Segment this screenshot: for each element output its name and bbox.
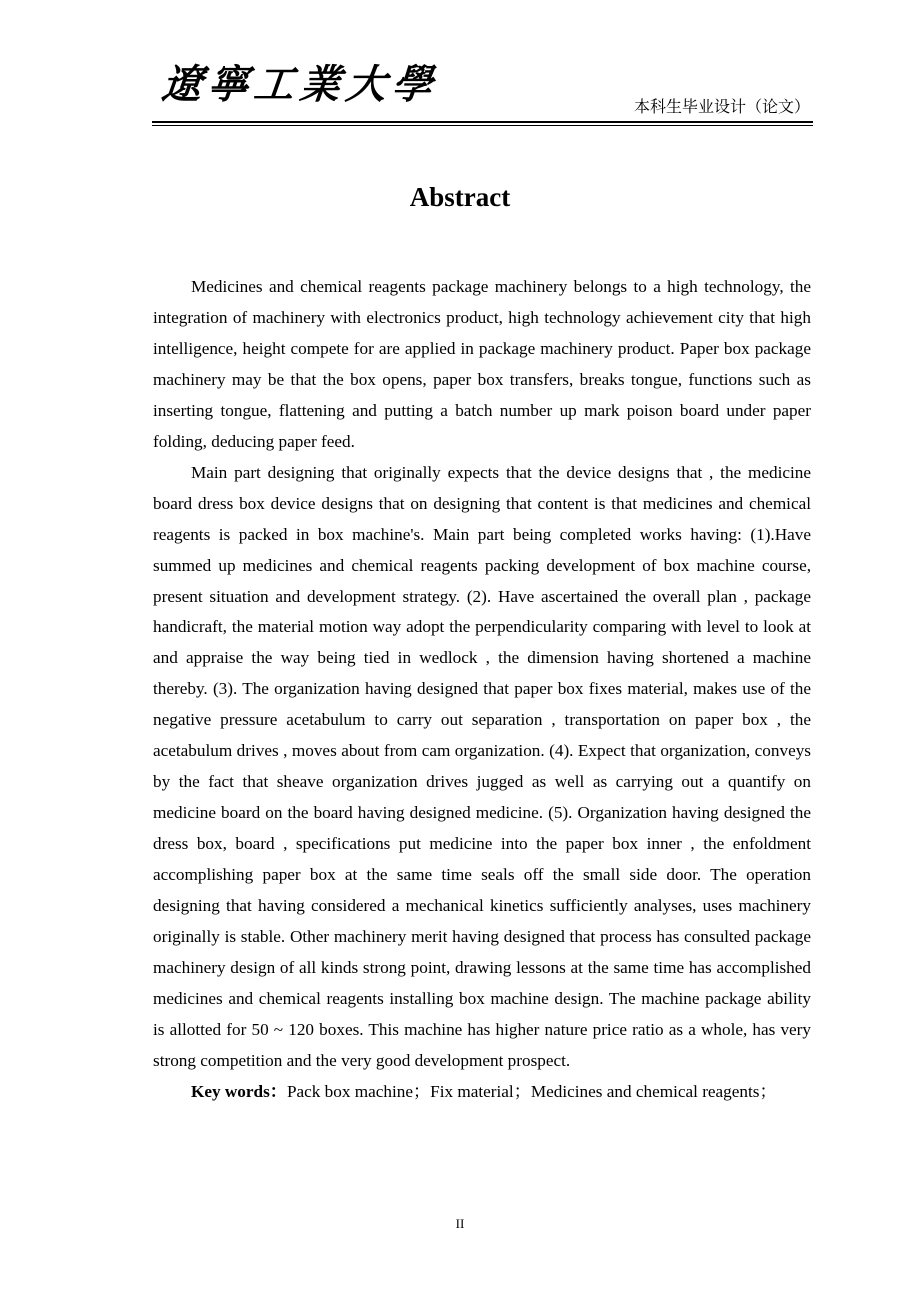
keywords-label: Key words：: [191, 1081, 287, 1101]
keywords-text: Pack box machine；Fix material；Medicines and chemical reagents；: [286, 1081, 777, 1101]
page-title: Abstract: [409, 182, 511, 212]
header-rule-thick: [152, 121, 813, 123]
abstract-paragraph-1: Medicines and chemical reagents package machinery belongs to a high technology, the integration of machinery with electronics product, high technology achievement city that high intelligence, height compete for are applied in package machinery product. Paper box package machinery may be that the box opens, paper box transfers, breaks tongue, functions such as inserting tongue, flattening and putting a batch number up mark poison board under paper folding, deducing paper feed.: [153, 277, 811, 451]
keywords-line: [153, 1077, 811, 1108]
page-number: II: [455, 1216, 465, 1231]
abstract-body: [153, 272, 811, 1108]
document-type-label: 本科生毕业设计（论文）: [633, 97, 810, 116]
abstract-paragraph-2: Main part designing that originally expects that the device designs that , the medicine board dress box device designs that on designing that content is that medicines and chemical reagents is packed in box machine's. Main part being completed works having: (1).Have summed up medicines and chemical reagents packing development of box machine course, present situation and development strategy. (2). Have ascertained the overall plan , package handicraft, the material motion way adopt the perpendicularity comparing with level to look at and appraise the way being tied in wedlock , the dimension having shortened a machine thereby. (3). The organization having designed that paper box fixes material, makes use of the negative pressure acetabulum to carry out separation , transportation on paper box , the acetabulum drives , moves about from cam organization. (4). Expect that organization, conveys by the fact that sheave organization drives jugged as well as carrying out a quantify on medicine board on the board having designed medicine. (5). Organization having designed the dress box, board , specifications put medicine into the paper box inner , the enfoldment accomplishing paper box at the same time seals off the small side door. The operation designing that having considered a mechanical kinetics sufficiently analyses, uses machinery originally is stable. Other machinery merit having designed that process has consulted package machinery design of all kinds strong point, drawing lessons at the same time has accomplished medicines and chemical reagents installing box machine design. The machine package ability is allotted for 50 ~ 120 boxes. This machine has higher nature price ratio as a whole, has very strong competition and the very good development prospect.: [153, 462, 811, 1070]
header-rule-thin: [152, 125, 813, 126]
university-logo: 遼寧工業大學: [159, 61, 441, 108]
